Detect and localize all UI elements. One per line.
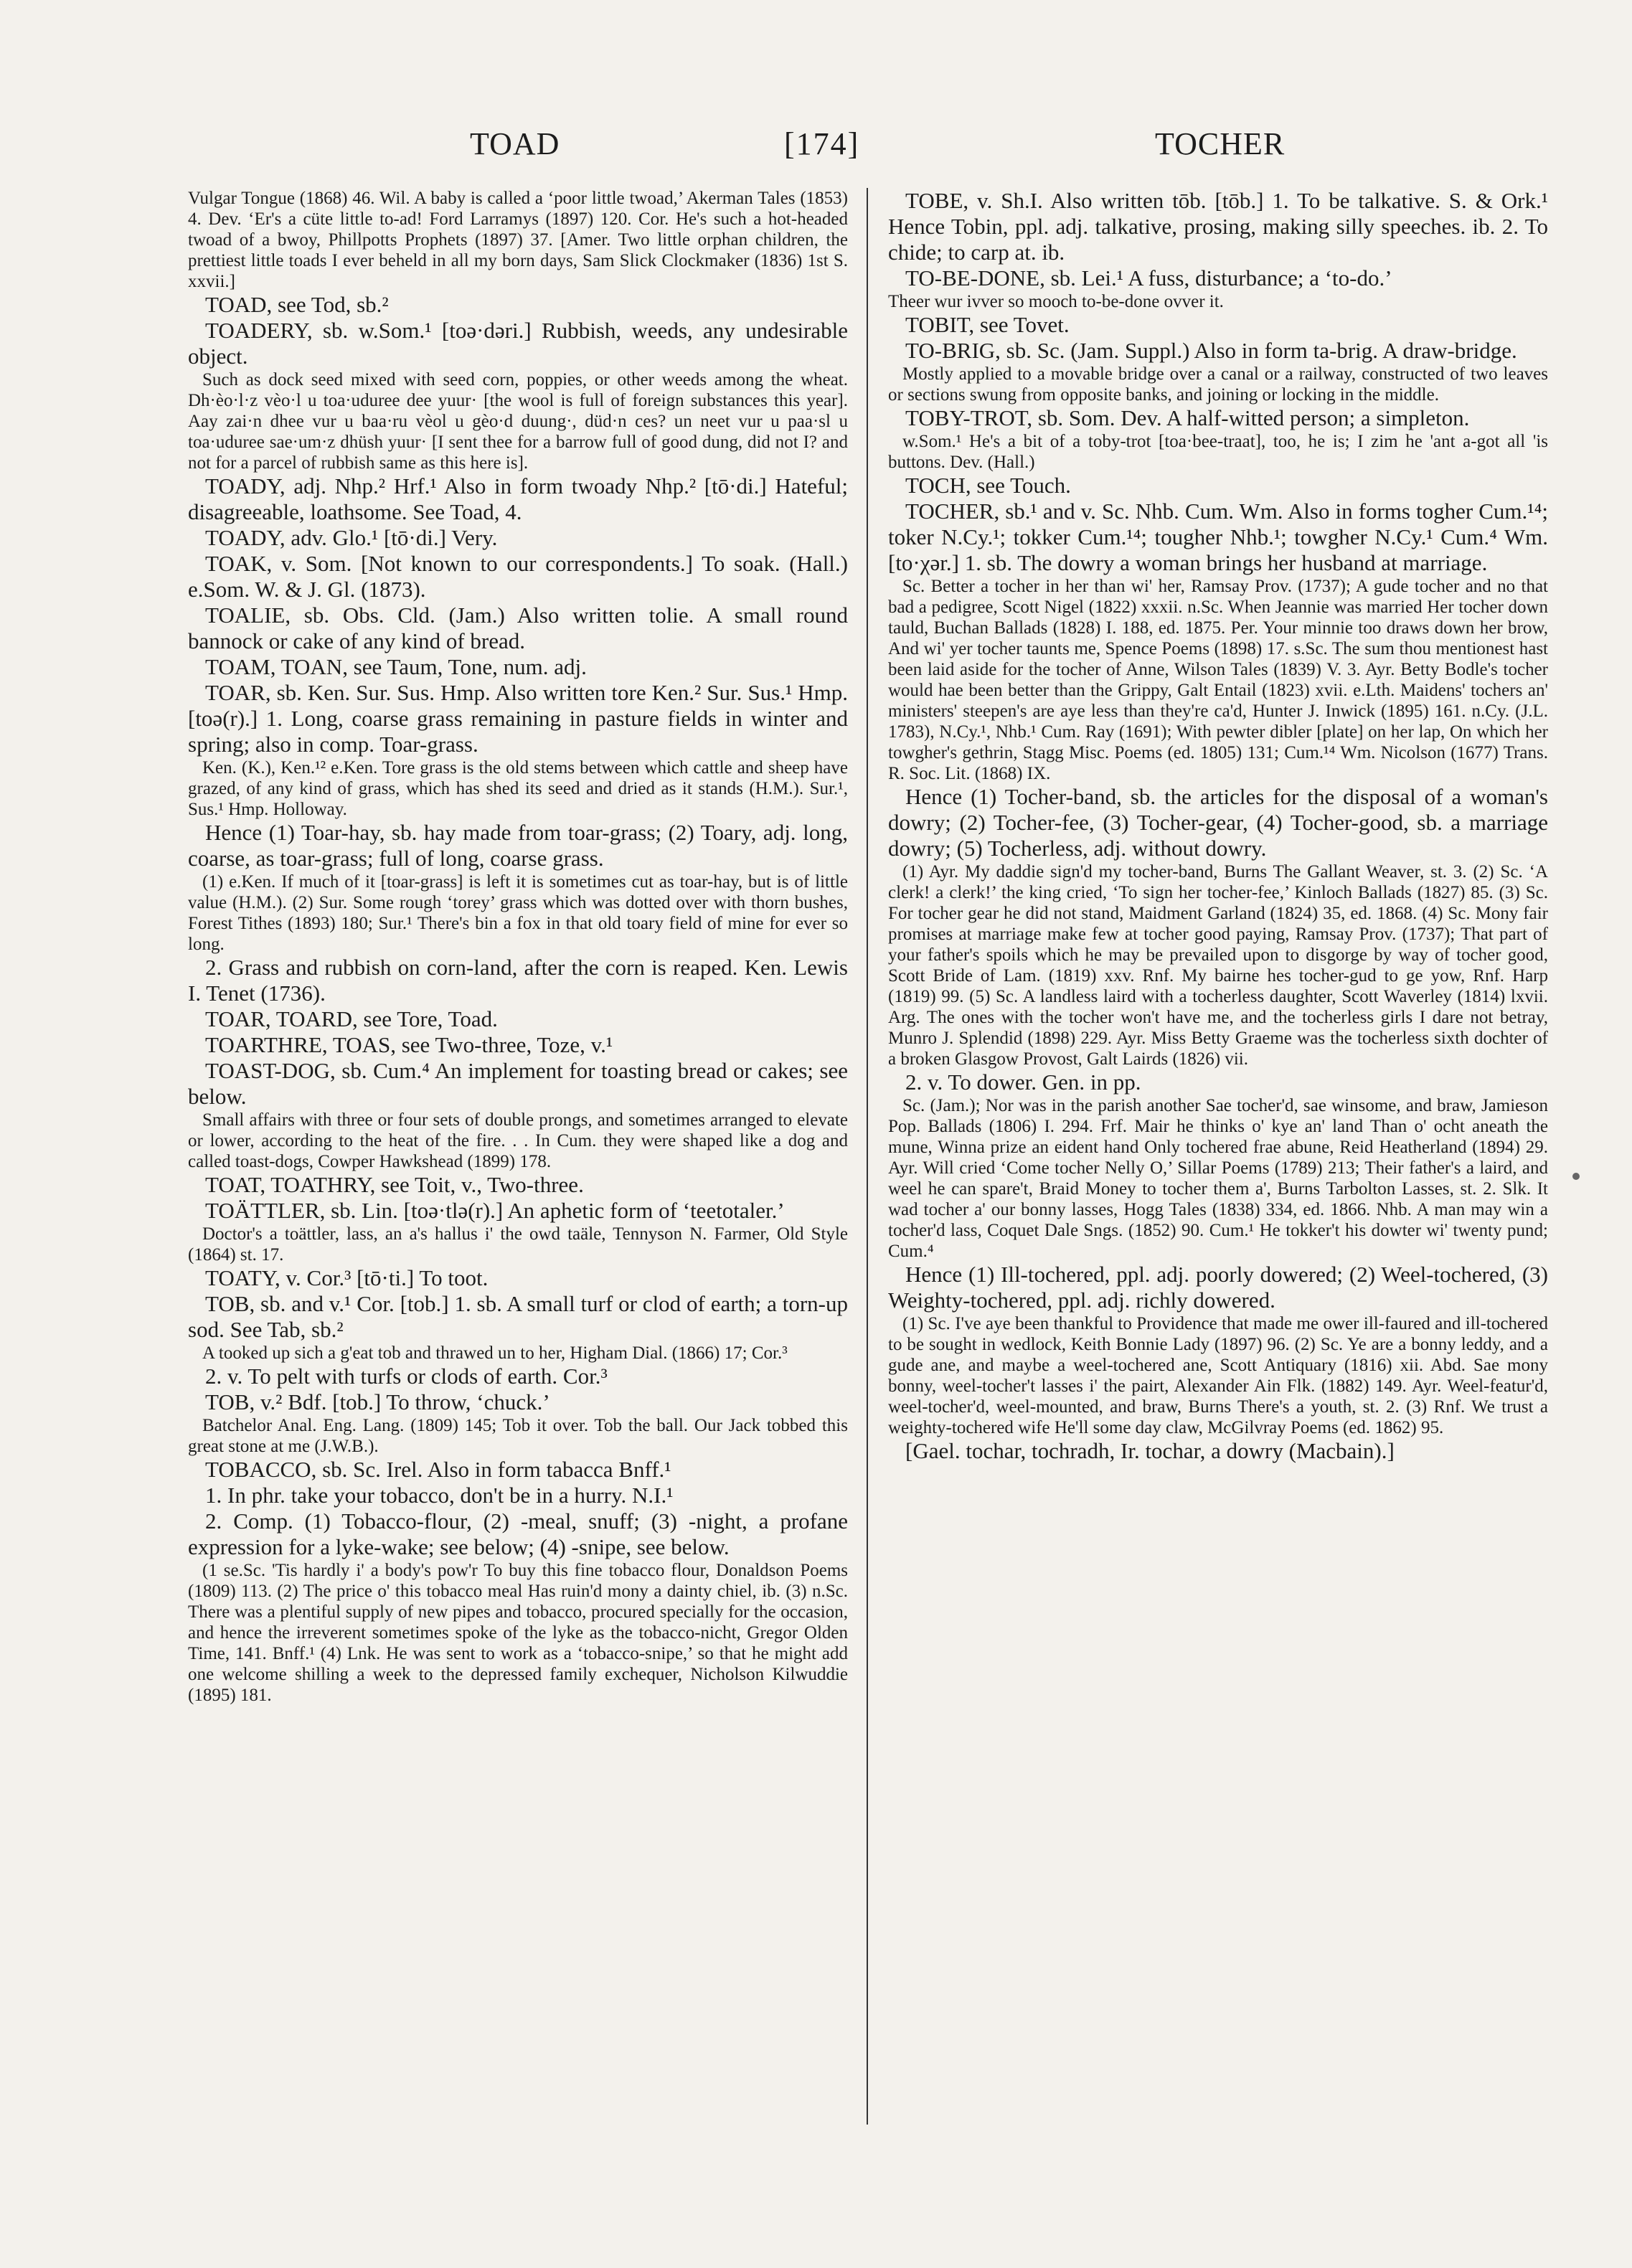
dictionary-entry: Hence (1) Ill-tochered, ppl. adj. poorly dowered; (2) Weel-tochered, (3) Weighty-tochered, ppl. adj. richly dowered.	[888, 1262, 1548, 1313]
citation-block: Vulgar Tongue (1868) 46. Wil. A baby is called a ‘poor little twoad,’ Akerman Tales (1853) 4. Dev. ‘Er's a cüte little to-ad! Ford Larramys (1897) 120. Cor. He's such a hot-headed twoad of a bwoy, Phillpotts Prophets (1897) 37. [Amer. Two little orphan children, the prettiest little toads I ever beheld in all my born days, Sam Slick Clockmaker (1836) 1st S. xxvii.]	[188, 189, 848, 291]
citation-block: (1) e.Ken. If much of it [toar-grass] is left it is sometimes cut as toar-hay, but is of little value (H.M.). (2) Sur. Some rough ‘torey’ grass which was dotted over with thorn bushes, Forest Tithes (1893) 180; Sur.¹ There's bin a fox in that old toary field of mine for ever so long.	[188, 872, 848, 954]
page-number: [174]	[784, 126, 860, 161]
column-divider	[867, 188, 868, 2125]
dictionary-entry: TOB, sb. and v.¹ Cor. [tob.] 1. sb. A small turf or clod of earth; a torn-up sod. See Tab, sb.²	[188, 1291, 848, 1342]
citation-block: (1 se.Sc. 'Tis hardly i' a body's pow'r To buy this fine tobacco flour, Donaldson Poems (1809) 113. (2) The price o' this tobacco meal Has ruin'd mony a dainty chiel, ib. (3) n.Sc. There was a plentiful supply of new pipes and tobacco, procured specially for the occasion, and hence the irreverent sometimes spoke of the lyke as the tobacco-nicht, Gregor Olden Time, 141. Bnff.¹ (4) Lnk. He was sent to work as a ‘tobacco-snipe,’ so that he might add one welcome shilling a week to the depressed family exchequer, Nicholson Kilwuddie (1895) 181.	[188, 1561, 848, 1705]
dictionary-entry: [Gael. tochar, tochradh, Ir. tochar, a dowry (Macbain).]	[905, 1438, 1395, 1463]
dictionary-entry: TOBIT, see Tovet.	[905, 312, 1070, 337]
left-headword: TOAD	[470, 126, 560, 161]
citation-block: (1) Ayr. My daddie sign'd my tocher-band, Burns The Gallant Weaver, st. 3. (2) Sc. ‘A clerk! a clerk!’ the king cried, ‘To sign her tocher-fee,’ Kinloch Ballads (1827) 85. (3) Sc. For tocher gear he did not stand, Maidment Garland (1824) 35, ed. 1868. (4) Sc. Mony fair promises at marriage make few at tocher good paying, Ramsay Prov. (1737); That part of your father's spoils which he may be prevailed upon to disgorge by way of tocher good, Scott Bride of Lam. (1819) xxv. Rnf. My bairne hes tocher-gud to ge yow, Rnf. Harp (1819) 99. (5) Sc. A landless laird with a tocherless daughter, Scott Waverley (1814) lxvii. Arg. The ones with the tocher won't have me, and the tocherless girls I dare not betray, Munro J. Splendid (1898) 229. Ayr. Miss Betty Graeme was the tocherless sixth dochter of a broken Glasgow Provost, Galt Lairds (1826) vii.	[888, 862, 1548, 1069]
dictionary-entry: TOADY, adv. Glo.¹ [tō·di.] Very.	[205, 525, 498, 550]
citation-block: Small affairs with three or four sets of double prongs, and sometimes arranged to elevate or lower, according to the heat of the fire. . . In Cum. they were shaped like a dog and called toast-dogs, Cowper Hawkshead (1899) 178.	[188, 1110, 848, 1171]
dictionary-entry: TOBY-TROT, sb. Som. Dev. A half-witted person; a simpleton.	[905, 405, 1470, 430]
page-header	[0, 126, 1632, 169]
citation-block: A tooked up sich a g'eat tob and thrawed un to her, Higham Dial. (1866) 17; Cor.³	[202, 1343, 788, 1363]
dictionary-entry: TOAD, see Tod, sb.²	[205, 292, 389, 317]
dictionary-entry: TOAST-DOG, sb. Cum.⁴ An implement for toasting bread or cakes; see below.	[188, 1058, 848, 1109]
dictionary-entry: 2. Comp. (1) Tobacco-flour, (2) -meal, snuff; (3) -night, a profane expression for a lyke-wake; see below; (4) -snipe, see below.	[188, 1508, 848, 1559]
margin-dot	[1572, 1173, 1580, 1180]
right-column	[888, 188, 1548, 1464]
dictionary-entry: TOAT, TOATHRY, see Toit, v., Two-three.	[205, 1172, 584, 1197]
citation-block: Batchelor Anal. Eng. Lang. (1809) 145; Tob it over. Tob the ball. Our Jack tobbed this great stone at me (J.W.B.).	[188, 1416, 848, 1456]
citation-block: Sc. (Jam.); Nor was in the parish another Sae tocher'd, sae winsome, and braw, Jamieson Pop. Ballads (1806) I. 294. Frf. Mair he thinks o' kye an' land Than o' ocht aneath the mune, Winna prize an eident hand Only tochered frae abune, Reid Heatherland (1894) 29. Ayr. Will cried ‘Come tocher Nelly O,’ Sillar Poems (1789) 213; Their father's a laird, and weel he can spare't, Braid Money to tocher them a', Burns Tarbolton Lasses, st. 2. Slk. It wad tocher a' our bonny lasses, Hogg Tales (1838) 334, ed. 1866. Nhb. A man may win a tocher'd lass, Coquet Dale Sngs. (1852) 90. Cum.¹ He tokker't his dowter wi' twenty pund; Cum.⁴	[888, 1096, 1548, 1261]
right-headword: TOCHER	[1155, 126, 1286, 161]
dictionary-entry: TOBE, v. Sh.I. Also written tōb. [tōb.] 1. To be talkative. S. & Ork.¹ Hence Tobin, ppl. adj. talkative, prosing, making silly speeches. ib. 2. To chide; to carp at. ib.	[888, 188, 1548, 265]
dictionary-entry: TOAM, TOAN, see Taum, Tone, num. adj.	[205, 654, 587, 679]
citation-block: Such as dock seed mixed with seed corn, poppies, or other weeds among the wheat. Dh·èo·l·z vèo·l u toa·uduree dee yuur· [the wool is full of foreign substances this year]. Aay zai·n dhee vur u baa·ru vèol u gèo·d duung·, düd·n ces? un neet vur u paa·sl u toa·uduree sae·um·z dhüsh yuur· [I sent thee for a barrow full of good dung, did not I? and not for a parcel of rubbish same as this here is].	[188, 370, 848, 473]
dictionary-entry: TOÄTTLER, sb. Lin. [toə·tlə(r).] An aphetic form of ‘teetotaler.’	[205, 1198, 785, 1223]
dictionary-entry: TOALIE, sb. Obs. Cld. (Jam.) Also written tolie. A small round bannock or cake of any kind of bread.	[188, 603, 848, 653]
citation-block: (1) Sc. I've aye been thankful to Providence that made me ower ill-faured and ill-tochered to be sought in wedlock, Keith Bonnie Lady (1897) 96. (2) Sc. Ye are a bonny leddy, and a gude ane, and maybe a weel-tochered ane, Scott Antiquary (1816) xii. Abd. Sae mony bonny, weel-tocher't lasses i' the pairt, Alexander Ain Flk. (1882) 149. Ayr. Weel-featur'd, weel-tocher'd, weel-mounted, and braw, Burns There's a youth, st. 2. (3) Rnf. We trust a weighty-tochered wife He'll some day claw, McGilvray Poems (ed. 1862) 95.	[888, 1314, 1548, 1437]
dictionary-entry: TOAR, sb. Ken. Sur. Sus. Hmp. Also written tore Ken.² Sur. Sus.¹ Hmp. [toə(r).] 1. Long, coarse grass remaining in pasture fields in winter and spring; also in comp. Toar-grass.	[188, 680, 848, 757]
dictionary-entry: TOADERY, sb. w.Som.¹ [toə·dəri.] Rubbish, weeds, any undesirable object.	[188, 318, 848, 369]
dictionary-entry: TO-BRIG, sb. Sc. (Jam. Suppl.) Also in form ta-brig. A draw-bridge.	[905, 338, 1517, 363]
dictionary-entry: TOCHER, sb.¹ and v. Sc. Nhb. Cum. Wm. Also in forms togher Cum.¹⁴; toker N.Cy.¹; tokker Cum.¹⁴; tougher Nhb.¹; towgher N.Cy.¹ Cum.⁴ Wm. [to·χər.] 1. sb. The dowry a woman brings her husband at marriage.	[888, 499, 1548, 575]
dictionary-entry: TOAK, v. Som. [Not known to our correspondents.] To soak. (Hall.) e.Som. W. & J. Gl. (1873).	[188, 551, 848, 602]
dictionary-entry: TOARTHRE, TOAS, see Two-three, Toze, v.¹	[205, 1032, 613, 1057]
dictionary-entry: TOBACCO, sb. Sc. Irel. Also in form tabacca Bnff.¹	[205, 1457, 671, 1482]
citation-block: Sc. Better a tocher in her than wi' her, Ramsay Prov. (1737); A gude tocher and no that bad a pedigree, Scott Nigel (1822) xxxii. n.Sc. When Jeannie was married Her tocher down tauld, Buchan Ballads (1828) I. 188, ed. 1875. Per. Your minnie too draws down her brow, And wi' yer tocher taunts me, Spence Poems (1898) 17. s.Sc. The sum thou mentionest hast been laid aside for the tocher of Anne, Wilson Tales (1839) V. 3. Ayr. Betty Bodle's tocher would hae been better than the Grippy, Galt Entail (1823) xvii. e.Lth. Maidens' tochers an' ministers' steepen's are aye less than they're ca'd, Hunter J. Inwick (1895) 161. n.Cy. (J.L. 1783), N.Cy.¹, Nhb.¹ Cum. Ray (1691); With pewter dibler [plate] on her lap, On which her towgher's gethrin, Stagg Misc. Poems (ed. 1805) 131; Cum.¹⁴ Wm. Nicolson (1677) Trans. R. Soc. Lit. (1868) IX.	[888, 577, 1548, 783]
citation-block: Ken. (K.), Ken.¹² e.Ken. Tore grass is the old stems between which cattle and sheep have grazed, of any kind of grass, which has shed its seed and dried as it stands (H.M.). Sur.¹, Sus.¹ Hmp. Holloway.	[188, 758, 848, 819]
dictionary-entry: 1. In phr. take your tobacco, don't be in a hurry. N.I.¹	[205, 1483, 674, 1508]
dictionary-entry: TOADY, adj. Nhp.² Hrf.¹ Also in form twoady Nhp.² [tō·di.] Hateful; disagreeable, loathsome. See Toad, 4.	[188, 473, 848, 524]
citation-block: Theer wur ivver so mooch to-be-done ovver it.	[888, 292, 1224, 311]
dictionary-entry: Hence (1) Toar-hay, sb. hay made from toar-grass; (2) Toary, adj. long, coarse, as toar-grass; full of long, coarse grass.	[188, 820, 848, 871]
dictionary-entry: 2. v. To dower. Gen. in pp.	[905, 1069, 1141, 1095]
citation-block: w.Som.¹ He's a bit of a toby-trot [toa·bee-traat], too, he is; I zim he 'ant a-got all 'is buttons. Dev. (Hall.)	[888, 432, 1548, 472]
dictionary-entry: TOCH, see Touch.	[905, 473, 1071, 498]
dictionary-entry: TOATY, v. Cor.³ [tō·ti.] To toot.	[205, 1265, 489, 1290]
dictionary-entry: Hence (1) Tocher-band, sb. the articles for the disposal of a woman's dowry; (2) Tocher-fee, (3) Tocher-gear, (4) Tocher-good, sb. a marriage dowry; (5) Tocherless, adj. without dowry.	[888, 784, 1548, 861]
citation-block: Mostly applied to a movable bridge over a canal or a railway, constructed of two leaves or sections swung from opposite banks, and joining or locking in the middle.	[888, 364, 1548, 405]
dictionary-entry: 2. Grass and rubbish on corn-land, after the corn is reaped. Ken. Lewis I. Tenet (1736).	[188, 955, 848, 1006]
dictionary-entry: TOAR, TOARD, see Tore, Toad.	[205, 1006, 498, 1031]
dictionary-entry: TOB, v.² Bdf. [tob.] To throw, ‘chuck.’	[205, 1389, 550, 1414]
dictionary-entry: TO-BE-DONE, sb. Lei.¹ A fuss, disturbance; a ‘to-do.’	[905, 265, 1392, 290]
left-column	[188, 188, 848, 1706]
dictionary-entry: 2. v. To pelt with turfs or clods of earth. Cor.³	[205, 1364, 608, 1389]
citation-block: Doctor's a toättler, lass, an a's hallus i' the owd taäle, Tennyson N. Farmer, Old Style (1864) st. 17.	[188, 1224, 848, 1265]
